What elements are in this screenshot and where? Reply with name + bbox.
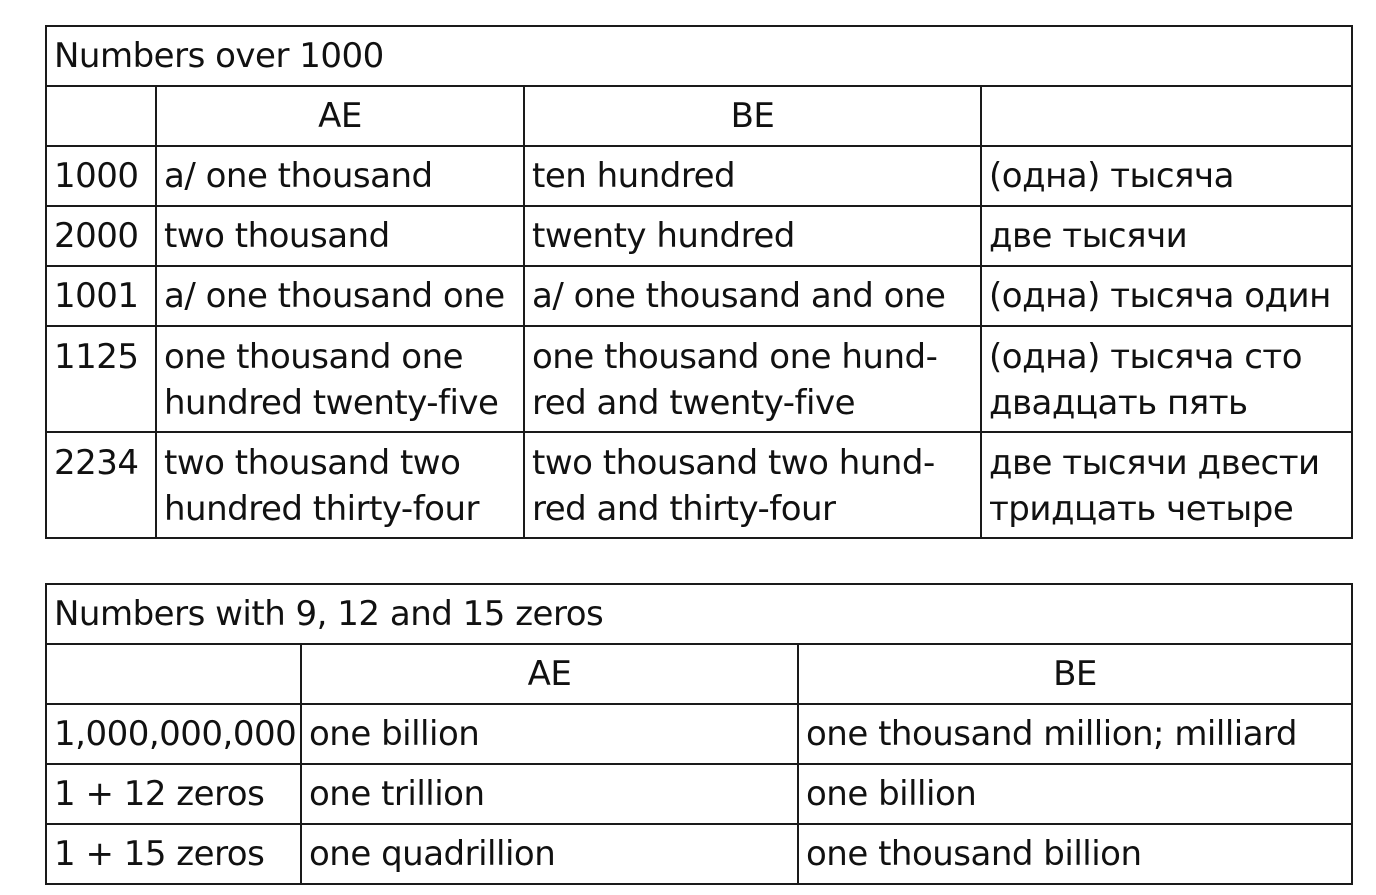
russian-cell: две тысячи <box>981 206 1352 266</box>
header-cell-number <box>46 86 156 146</box>
table-row <box>46 764 1352 824</box>
number-cell: 1000 <box>46 146 156 206</box>
number-cell: 1001 <box>46 266 156 326</box>
number-cell: 1125 <box>46 326 156 432</box>
russian-cell <box>981 326 1352 432</box>
be-cell: a/ one thousand and one <box>524 266 981 326</box>
header-cell-russian <box>981 86 1352 146</box>
table-title: Numbers over 1000 <box>46 26 1352 86</box>
be-cell: twenty hundred <box>524 206 981 266</box>
header-cell-ae: AE <box>156 86 524 146</box>
header-cell-ae: AE <box>301 644 798 704</box>
be-cell <box>524 432 981 538</box>
table-row <box>46 146 1352 206</box>
cell-line: two thousand two hund- <box>532 443 935 483</box>
be-cell: one thousand million; milliard <box>798 704 1352 764</box>
be-cell <box>524 326 981 432</box>
table-row <box>46 206 1352 266</box>
table-title: Numbers with 9, 12 and 15 zeros <box>46 584 1352 644</box>
header-row <box>46 86 1352 146</box>
cell-line: red and twenty-five <box>532 383 855 423</box>
header-cell-be: BE <box>798 644 1352 704</box>
ae-cell: a/ one thousand one <box>156 266 524 326</box>
table-row <box>46 432 1352 538</box>
table-row <box>46 704 1352 764</box>
be-cell: one billion <box>798 764 1352 824</box>
be-cell: one thousand billion <box>798 824 1352 884</box>
cell-line: one thousand one hund- <box>532 337 938 377</box>
ae-cell <box>156 432 524 538</box>
cell-line: two thousand two <box>164 443 461 483</box>
number-cell: 1,000,000,000 <box>46 704 301 764</box>
ae-cell: one billion <box>301 704 798 764</box>
ae-cell: one quadrillion <box>301 824 798 884</box>
ae-cell: two thousand <box>156 206 524 266</box>
number-cell: 1 + 12 zeros <box>46 764 301 824</box>
number-cell: 2000 <box>46 206 156 266</box>
cell-line: тридцать четыре <box>989 489 1294 529</box>
cell-line: hundred twenty-five <box>164 383 499 423</box>
ae-cell: a/ one thousand <box>156 146 524 206</box>
be-cell: ten hundred <box>524 146 981 206</box>
cell-line: hundred thirty-four <box>164 489 479 529</box>
table-title-row <box>46 26 1352 86</box>
table-row <box>46 326 1352 432</box>
numbers-over-1000-table <box>45 25 1353 539</box>
ae-cell <box>156 326 524 432</box>
cell-line: две тысячи двести <box>989 443 1320 483</box>
cell-line: двадцать пять <box>989 383 1248 423</box>
number-cell: 1 + 15 zeros <box>46 824 301 884</box>
header-cell-number <box>46 644 301 704</box>
russian-cell: (одна) тысяча <box>981 146 1352 206</box>
header-row <box>46 644 1352 704</box>
cell-line: one thousand one <box>164 337 464 377</box>
cell-line: (одна) тысяча сто <box>989 337 1303 377</box>
russian-cell: (одна) тысяча один <box>981 266 1352 326</box>
numbers-with-zeros-table <box>45 583 1353 885</box>
table-title-row <box>46 584 1352 644</box>
header-cell-be: BE <box>524 86 981 146</box>
ae-cell: one trillion <box>301 764 798 824</box>
table-row <box>46 266 1352 326</box>
number-cell: 2234 <box>46 432 156 538</box>
table-row <box>46 824 1352 884</box>
russian-cell <box>981 432 1352 538</box>
cell-line: red and thirty-four <box>532 489 836 529</box>
